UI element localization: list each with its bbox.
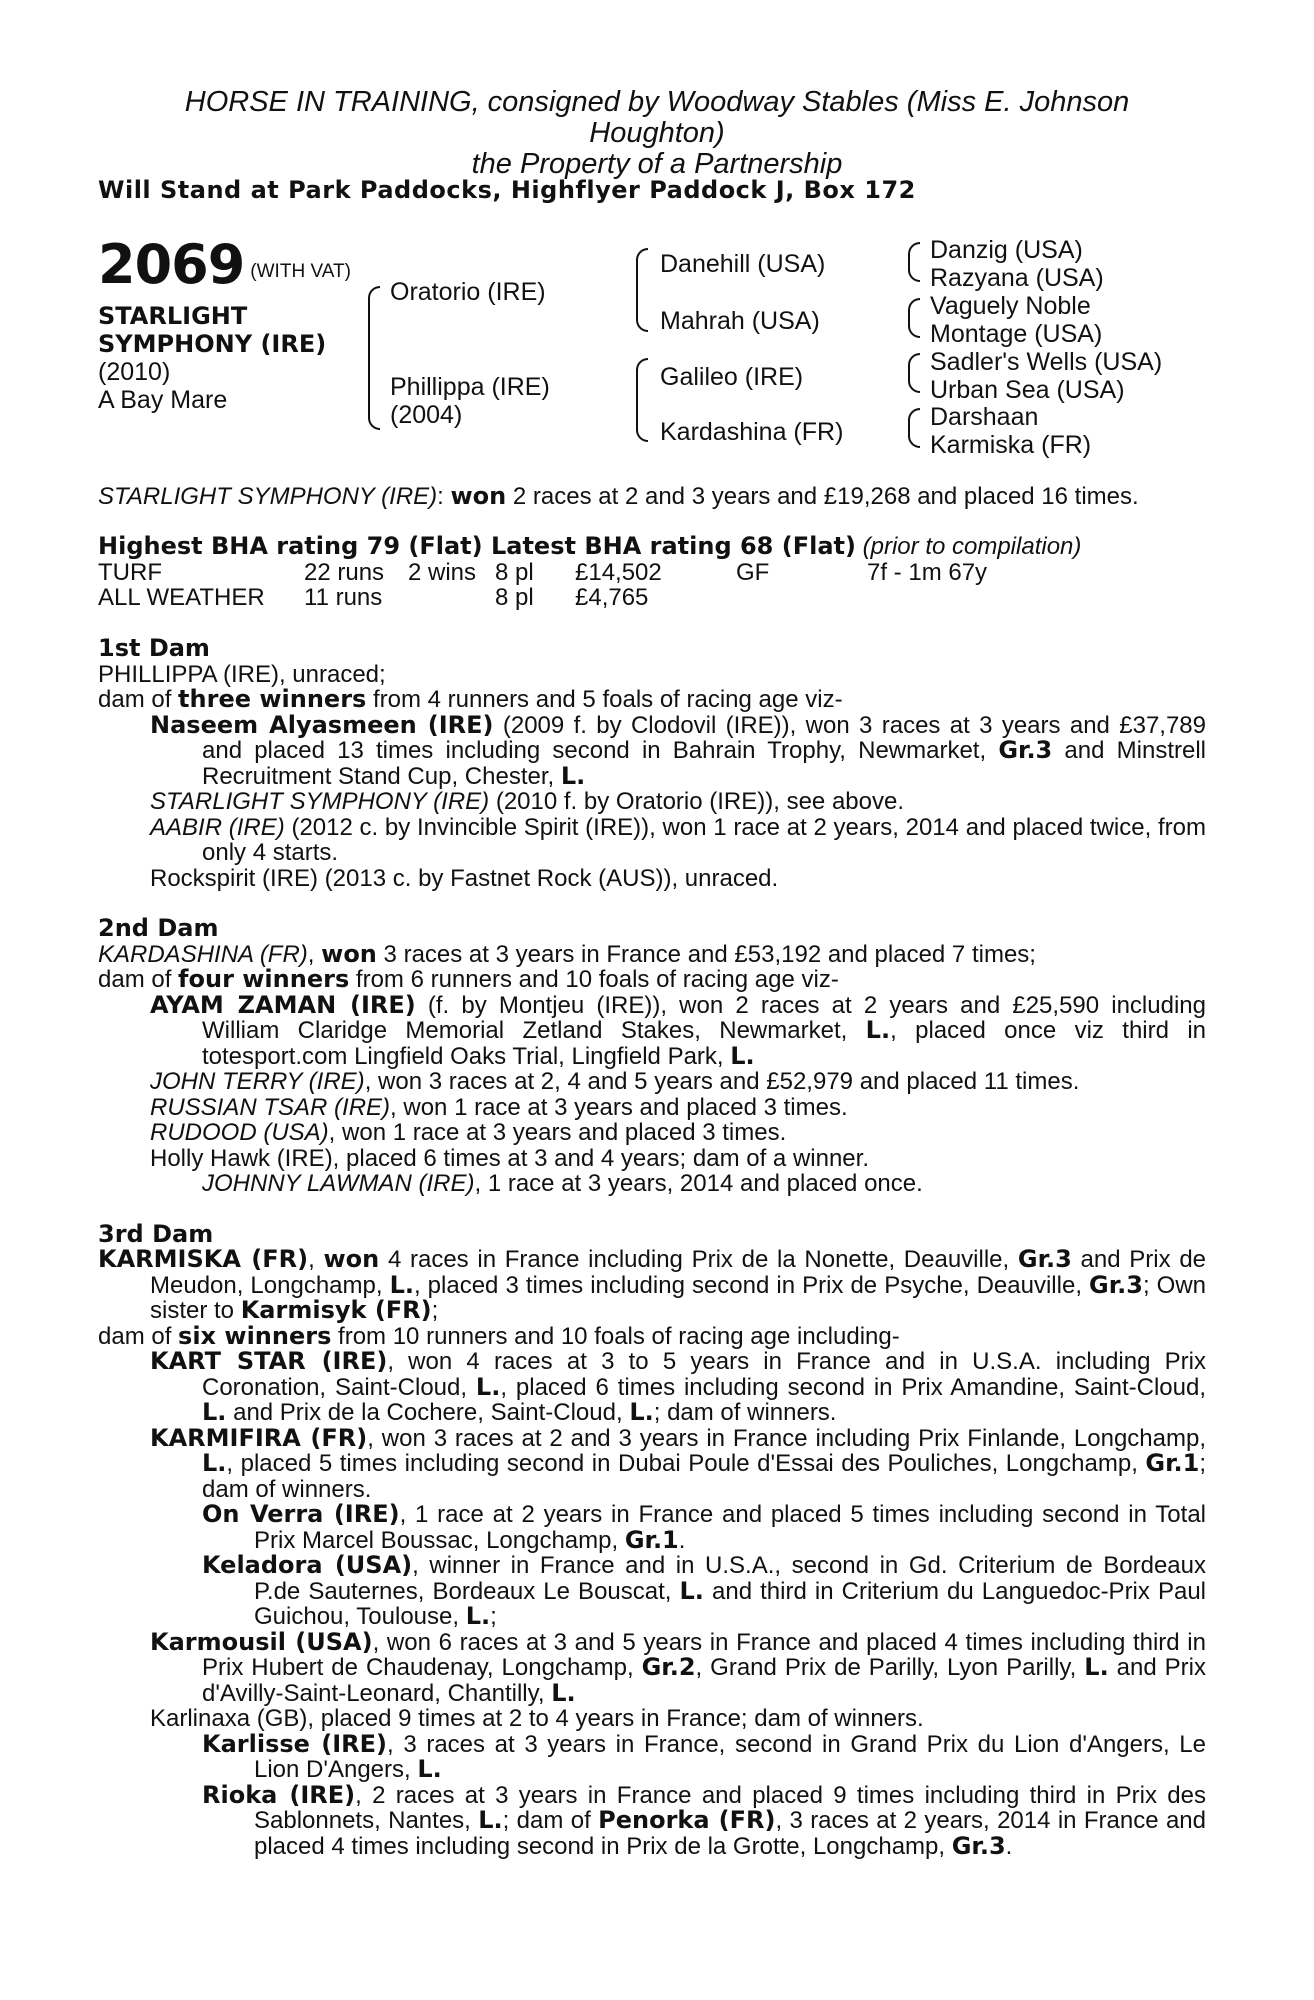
dam-line xyxy=(98,939,1206,968)
text: dam of xyxy=(98,1322,179,1350)
text: , won 4 races at 3 to 5 years in France and in U.S.A. including Prix Coronation, Saint-Cloud, xyxy=(202,1348,1206,1401)
list-item xyxy=(150,1095,1206,1121)
won-label: won xyxy=(450,482,507,510)
produce-name: KARMIFIRA (FR) xyxy=(150,1423,368,1452)
text: and Prix de la Cochere, Saint-Cloud, xyxy=(226,1399,630,1426)
produce-name: AYAM ZAMAN (IRE) xyxy=(150,990,416,1019)
gen3-8: Karmiska (FR) xyxy=(930,431,1092,459)
listed-badge: L. xyxy=(202,1449,227,1477)
list-item: Holly Hawk (IRE), placed 6 times at 3 and 4 years; dam of a winner. xyxy=(150,1144,869,1172)
text: (2009 f. by Clodovil (IRE)), won 3 races at 3 years and £37,789 and placed 13 times including second in Bahrain Trophy, Newmarket, xyxy=(202,711,1207,764)
ratings-block xyxy=(98,534,1206,610)
sibling-name: Karmisyk (FR) xyxy=(240,1296,432,1324)
produce-name: RUDOOD (USA) xyxy=(150,1119,329,1146)
listed-badge: L. xyxy=(730,1041,755,1070)
text: from 10 runners and 10 foals of racing age including- xyxy=(331,1322,900,1350)
winners-count: six winners xyxy=(178,1321,332,1350)
produce-name: Karlisse (IRE) xyxy=(202,1729,388,1758)
text: . xyxy=(1005,1832,1013,1860)
list-item xyxy=(202,1729,1207,1783)
race-record-table xyxy=(98,560,987,610)
produce-name: KART STAR (IRE) xyxy=(150,1347,388,1375)
text: (2012 c. by Invincible Spirit (IRE)), won 1 race at 2 years, 2014 and placed twice, from only 4 starts. xyxy=(202,813,1206,866)
pedigree-brace xyxy=(908,408,920,448)
table-row xyxy=(98,585,987,610)
prize-money: £14,502 xyxy=(575,558,662,586)
placings: 8 pl xyxy=(495,558,534,586)
text: . xyxy=(678,1526,686,1554)
text: ; Own sister to xyxy=(150,1271,1207,1324)
gen3-4: Montage (USA) xyxy=(930,320,1103,348)
produce-name: On Verra (IRE) xyxy=(202,1500,400,1528)
listed-badge: L. xyxy=(202,1398,227,1426)
text: , won 3 races at 2 and 3 years in France including Prix Finlande, Longchamp, xyxy=(367,1424,1206,1452)
summary-text: 2 races at 2 and 3 years and £19,268 and placed 16 times. xyxy=(506,483,1139,510)
text: , won 1 race at 3 years and placed 3 times. xyxy=(328,1119,787,1146)
placings: 8 pl xyxy=(495,583,534,611)
surface: TURF xyxy=(98,558,162,586)
text: , 1 race at 3 years, 2014 and placed once. xyxy=(474,1170,923,1197)
list-item: Rockspirit (IRE) (2013 c. by Fastnet Rock (AUS)), unraced. xyxy=(150,864,779,892)
gen3-1: Danzig (USA) xyxy=(930,236,1083,264)
dam-year: (2004) xyxy=(390,401,463,429)
section-heading: 3rd Dam xyxy=(98,1219,214,1248)
text: , 1 race at 2 years in France and placed 5 times including second in Total Prix Marcel Boussac, Longchamp, xyxy=(254,1501,1206,1554)
pedigree-brace xyxy=(636,358,648,442)
text: ; dam of winners. xyxy=(653,1399,837,1426)
text: , winner in France and in U.S.A., second in Gd. Criterium de Bordeaux P.de Sauternes, Bordeaux Le Bouscat, xyxy=(254,1552,1206,1605)
won-label: won xyxy=(321,939,377,968)
pedigree-brace xyxy=(908,353,920,393)
sire: Oratorio (IRE) xyxy=(390,278,546,306)
list-item xyxy=(150,990,1206,1070)
text: , placed once viz third in totesport.com Lingfield Oaks Trial, Lingfield Park, xyxy=(202,1017,1206,1070)
horse-name-line1: STARLIGHT xyxy=(98,302,248,330)
text: ; dam of xyxy=(502,1807,599,1834)
gen3-6: Urban Sea (USA) xyxy=(930,376,1125,404)
distance: 7f - 1m 67y xyxy=(867,558,988,586)
runs: 11 runs xyxy=(304,583,383,611)
list-item xyxy=(150,789,1206,815)
section-heading: 2nd Dam xyxy=(98,914,219,942)
text: from 4 runners and 5 foals of racing age viz- xyxy=(366,686,843,713)
text: , Grand Prix de Parilly, Lyon Parilly, xyxy=(695,1654,1085,1681)
dam-name: KARDASHINA (FR) xyxy=(98,940,308,968)
stand-location: Will Stand at Park Paddocks, Highflyer Paddock J, Box 172 xyxy=(98,176,916,204)
listed-badge: L. xyxy=(679,1576,704,1605)
dam-name: KARMISKA (FR) xyxy=(98,1245,309,1273)
produce-name: Karmousil (USA) xyxy=(150,1627,373,1656)
list-item xyxy=(202,1553,1206,1630)
produce-line xyxy=(98,687,1206,713)
text: , 2 races at 3 years in France and placed 9 times including third in Prix des Sablonnets, Nantes, xyxy=(254,1781,1206,1834)
going: GF xyxy=(736,558,770,586)
sire-sire: Danehill (USA) xyxy=(660,250,826,278)
text: ; xyxy=(490,1603,497,1630)
listed-badge: L. xyxy=(417,1755,442,1783)
produce-name: JOHN TERRY (IRE) xyxy=(150,1068,365,1095)
grade-badge: Gr.1 xyxy=(624,1525,679,1554)
pedigree-brace xyxy=(908,298,920,338)
grade-badge: Gr.3 xyxy=(951,1831,1006,1860)
dam-line: PHILLIPPA (IRE), unraced; xyxy=(98,660,386,688)
listed-badge: L. xyxy=(560,761,586,790)
summary-horse: STARLIGHT SYMPHONY (IRE) xyxy=(98,483,438,510)
produce-name: JOHNNY LAWMAN (IRE) xyxy=(202,1170,475,1197)
list-item xyxy=(150,1069,1206,1095)
produce-line xyxy=(98,967,1206,993)
bha-ratings: Highest BHA rating 79 (Flat) Latest BHA rating 68 (Flat) xyxy=(98,532,856,560)
grade-badge: Gr.3 xyxy=(998,736,1053,764)
dam-sire: Galileo (IRE) xyxy=(660,363,804,391)
text: , xyxy=(308,1246,324,1273)
listed-badge: L. xyxy=(475,1372,501,1401)
surface: ALL WEATHER xyxy=(98,583,265,611)
text: , 3 races at 2 years, 2014 in France and placed 4 times including second in Prix de la Grotte, Longchamp, xyxy=(254,1807,1206,1860)
listed-badge: L. xyxy=(865,1016,891,1044)
list-item xyxy=(150,815,1206,866)
property-line: the Property of a Partnership xyxy=(471,148,843,180)
text: and third in Criterium du Languedoc-Prix Paul Guichou, Toulouse, xyxy=(254,1577,1206,1630)
text: , won 1 race at 3 years and placed 3 times. xyxy=(390,1093,848,1121)
text: dam of xyxy=(98,686,179,713)
prize-money: £4,765 xyxy=(575,583,649,611)
produce-name: Keladora (USA) xyxy=(202,1551,413,1579)
produce-name: RUSSIAN TSAR (IRE) xyxy=(150,1093,391,1121)
vat-note: (WITH VAT) xyxy=(250,261,351,282)
ratings-note: (prior to compilation) xyxy=(862,533,1082,560)
list-item: Karlinaxa (GB), placed 9 times at 2 to 4 years in France; dam of winners. xyxy=(150,1705,924,1732)
produce-line xyxy=(98,1321,1206,1350)
list-item xyxy=(150,710,1207,790)
listed-badge: L. xyxy=(478,1806,503,1834)
grade-badge: Gr.1 xyxy=(1145,1449,1200,1477)
dam-dam: Kardashina (FR) xyxy=(660,418,844,446)
text: (2010 f. by Oratorio (IRE)), see above. xyxy=(489,788,904,815)
text: from 6 runners and 10 foals of racing age viz- xyxy=(349,966,839,993)
first-dam-section xyxy=(98,636,1206,1859)
text: , 3 races at 3 years in France, second in Grand Prix du Lion d'Angers, Le Lion D'Angers, xyxy=(254,1730,1207,1783)
list-item xyxy=(202,1171,1206,1197)
text: , placed 3 times including second in Prix de Psyche, Deauville, xyxy=(413,1271,1090,1299)
produce-name: Rioka (IRE) xyxy=(202,1780,356,1809)
horse-name-line2: SYMPHONY (IRE) xyxy=(98,330,327,358)
grade-badge: Gr.2 xyxy=(641,1653,696,1681)
list-item xyxy=(150,1349,1206,1426)
text: 4 races in France including Prix de la Nonette, Deauville, xyxy=(379,1246,1018,1273)
text: , won 6 races at 3 and 5 years in France and placed 4 times including third in Prix Hubert de Chaudenay, Longchamp, xyxy=(202,1628,1206,1681)
list-item xyxy=(150,1627,1206,1707)
text: , xyxy=(307,940,322,968)
foaling-year: (2010) xyxy=(98,358,171,386)
grade-badge: Gr.3 xyxy=(1017,1245,1072,1273)
text: 3 races at 3 years in France and £53,192 and placed 7 times; xyxy=(376,940,1036,968)
distance xyxy=(867,585,987,610)
dam: Phillippa (IRE) xyxy=(390,373,550,401)
produce-name: Naseem Alyasmeen (IRE) xyxy=(150,710,494,739)
going xyxy=(736,585,867,610)
pedigree-brace xyxy=(368,286,380,430)
sire-dam: Mahrah (USA) xyxy=(660,307,820,335)
grand-produce-name: Penorka (FR) xyxy=(598,1806,776,1834)
text: , won 3 races at 2, 4 and 5 years and £52,979 and placed 11 times. xyxy=(364,1068,1080,1095)
gen3-5: Sadler's Wells (USA) xyxy=(930,348,1163,376)
list-item xyxy=(150,1423,1206,1503)
text: and Minstrell Recruitment Stand Cup, Chester, xyxy=(202,737,1206,790)
list-item xyxy=(202,1780,1206,1860)
text: , placed 6 times including second in Prix Amandine, Saint-Cloud, xyxy=(500,1373,1206,1401)
horse-description: A Bay Mare xyxy=(98,386,228,414)
section-heading: 1st Dam xyxy=(98,634,210,662)
listed-badge: L. xyxy=(629,1398,654,1426)
summary-colon: : xyxy=(437,483,444,510)
horse-name xyxy=(98,302,351,358)
wins xyxy=(408,585,495,610)
listed-badge: L. xyxy=(1084,1653,1109,1681)
grade-badge: Gr.3 xyxy=(1089,1270,1143,1299)
listed-badge: L. xyxy=(465,1602,491,1630)
consignor-name-continued: Houghton) xyxy=(589,117,725,149)
race-summary xyxy=(98,484,1206,510)
gen3-2: Razyana (USA) xyxy=(930,264,1104,292)
wins: 2 wins xyxy=(408,558,477,586)
text: (f. by Montjeu (IRE)), won 2 races at 2 years and £25,590 including William Claridge Memorial Zetland Stakes, Newmarket, xyxy=(202,991,1206,1044)
listed-badge: L. xyxy=(389,1270,414,1299)
won-label: won xyxy=(323,1245,380,1273)
text: dam of xyxy=(98,966,179,993)
table-row xyxy=(98,560,987,585)
pedigree-brace xyxy=(908,242,920,282)
text: and Prix d'Avilly-Saint-Leonard, Chantilly, xyxy=(202,1654,1206,1707)
text: ; xyxy=(431,1297,439,1324)
list-item xyxy=(202,1502,1206,1553)
lot-block xyxy=(98,233,351,414)
list-item xyxy=(150,1120,1206,1146)
listed-badge: L. xyxy=(551,1678,576,1707)
text: and Prix de Meudon, Longchamp, xyxy=(150,1246,1207,1299)
runs: 22 runs xyxy=(304,558,385,586)
gen3-7: Darshaan xyxy=(930,403,1039,431)
winners-count: three winners xyxy=(178,685,367,713)
produce-name: STARLIGHT SYMPHONY (IRE) xyxy=(150,788,490,815)
dam-line xyxy=(98,1247,1206,1324)
pedigree-brace xyxy=(636,248,648,332)
text: ; dam of winners. xyxy=(202,1450,1206,1503)
gen3-3: Vaguely Noble xyxy=(930,292,1091,320)
lot-number: 2069 xyxy=(98,233,245,296)
winners-count: four winners xyxy=(178,965,350,993)
consignment-line: HORSE IN TRAINING, consigned by Woodway Stables (Miss E. Johnson xyxy=(184,86,1130,118)
text: , placed 5 times including second in Dubai Poule d'Essai des Pouliches, Longchamp, xyxy=(226,1450,1146,1477)
produce-name: AABIR (IRE) xyxy=(150,813,285,841)
